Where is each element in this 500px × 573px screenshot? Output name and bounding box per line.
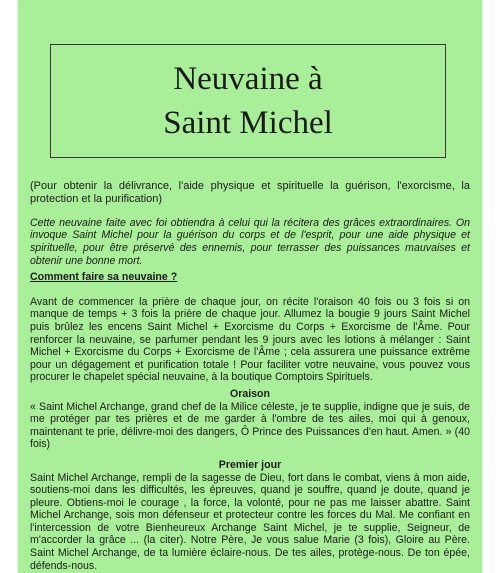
title-box <box>50 44 446 158</box>
premier-jour-heading: Premier jour <box>218 458 282 471</box>
howto-heading: Comment faire sa neuvaine ? <box>30 271 178 284</box>
page-sheet <box>18 0 482 573</box>
title-line-1: Neuvaine à <box>173 61 323 97</box>
document-body <box>30 180 470 573</box>
premier-jour-text: Saint Michel Archange, rempli de la sagesse de Dieu, fort dans le combat, viens à mon aide, soutiens-moi dans les difficultés, les épreuves, quand je souffre, quand je doute, quand je pleure. Obtiens-moi le courage , la force, la volonté, pour ne pas me laisser abattre. Saint Michel Archange, sois mon défenseur et protecteur contre les forces du Mal. Me confiant en l'intercession de votre Bienheureux Archange Saint Michel, je te supplie, Seigneur, de m'accorder la grâce ... (la citer). Notre Père, Je vous salue Marie (3 fois), Gloire au Père. Saint Michel Archange, de ta lumière éclaire-nous. De tes ailes, protège-nous. De ton épée, défends-nous. <box>30 471 470 572</box>
intro-text: (Pour obtenir la délivrance, l'aide physique et spirituelle la guérison, l'exorcisme, la protection et la purification) <box>30 180 470 206</box>
oraison-text: « Saint Michel Archange, grand chef de la Milice céleste, je te supplie, indigne que je suis, de me protéger par tes prières et de me garder à l'ombre de tes ailes, moi qui à genoux, maintenant te prie, délivre-moi des dangers, Ô Prince des Puissances d'en haut. Amen. » (40 fois) <box>30 400 470 451</box>
instructions-paragraph: Avant de commencer la prière de chaque jour, on récite l'oraison 40 fois ou 3 fois si on manque de temps + 3 fois la prière de chaque jour. Allumez la bougie 9 jours Saint Michel puis brûlez les encens Saint Michel + Exorcisme du Corps + Exorcisme de l'Âme. Pour renforcer la neuvaine, se parfumer pendant les 9 jours avec les lotions à mélanger : Saint Michel + Exorcisme du Corps + Exorcisme de l'Âme ; cela assurera une puissance extrême pour un dégagement et purification totale ! Pour faciliter votre neuvaine, vous pouvez vous procurer le chapelet spécial neuvaine, à la boutique Comptoirs Spirituels. <box>30 295 470 384</box>
oraison-heading: Oraison <box>229 387 271 400</box>
title-line-2: Saint Michel <box>163 105 333 141</box>
italic-description: Cette neuvaine faite avec foi obtiendra à celui qui la récitera des grâces extraordinaires. On invoque Saint Michel pour la guérison du corps et de l'esprit, pour une aide physique et spirituelle, pour être préservé des ennemis, pour terrasser des puissances mauvaises et obtenir une bonne mort. <box>30 216 470 267</box>
